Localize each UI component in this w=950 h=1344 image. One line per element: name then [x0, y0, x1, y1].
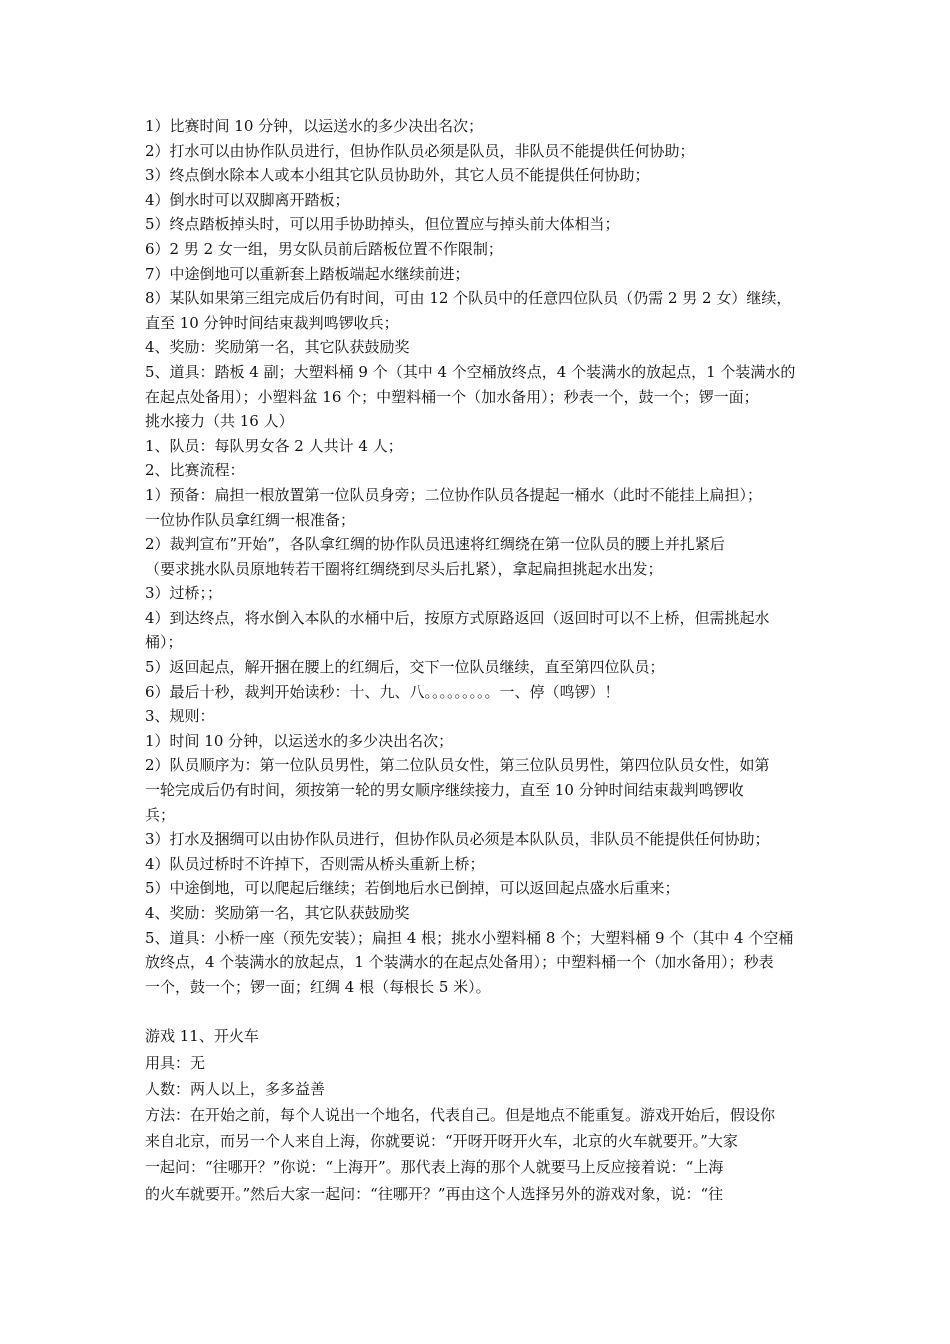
- text-line: 在起点处备用）；小塑料盆 16 个；中塑料桶一个（加水备用）；秒表一个，鼓一个；锣一面；: [145, 387, 759, 406]
- text-line: 5、道具：踏板 4 副；大塑料桶 9 个（其中 4 个空桶放终点，4 个装满水的放起点，1 个装满水的: [145, 362, 796, 381]
- text-line: 2）队员顺序为：第一位队员男性，第二位队员女性，第三位队员男性，第四位队员女性，如第: [145, 756, 770, 775]
- text-line: 3、规则：: [145, 707, 215, 726]
- text-line: 1）时间 10 分钟，以运送水的多少决出名次；: [145, 731, 454, 750]
- text-line: 5、道具：小桥一座（预先安装）；扁担 4 根；挑水小塑料桶 8 个；大塑料桶 9 个（其中 4 个空桶: [145, 928, 794, 947]
- text-line: 2）打水可以由协作队员进行，但协作队员必须是队员，非队员不能提供任何协助；: [145, 141, 695, 160]
- text-line: 7）中途倒地可以重新套上踏板端起水继续前进；: [145, 264, 470, 283]
- text-line: 放终点，4 个装满水的放起点，1 个装满水的在起点处备用）；中塑料桶一个（加水备用）；秒表: [145, 953, 774, 972]
- text-line: 4、奖励：奖励第一名，其它队获鼓励奖: [145, 338, 410, 357]
- text-line: 方法：在开始之前，每个人说出一个地名，代表自己。但是地点不能重复。游戏开始后，假设你: [145, 1105, 776, 1124]
- text-line: 6）2 男 2 女一组，男女队员前后踏板位置不作限制；: [145, 239, 503, 258]
- text-line: 一个，鼓一个；锣一面；红绸 4 根（每根长 5 米）。: [145, 977, 491, 996]
- text-line: 4、奖励：奖励第一名，其它队获鼓励奖: [145, 904, 410, 922]
- text-line: 一位协作队员拿红绸一根准备；: [145, 510, 356, 529]
- game-section: [145, 1023, 815, 1206]
- text-line: 4）队员过桥时不许掉下，否则需从桥头重新上桥；: [145, 854, 485, 873]
- game-title: 游戏 11、开火车: [145, 1027, 259, 1046]
- text-line: 兵；: [145, 805, 176, 824]
- text-line: 3）终点倒水除本人或本小组其它队员协助外，其它人员不能提供任何协助；: [145, 166, 650, 185]
- text-line: 来自北京，而另一个人来自上海，你就要说：“开呀开呀开火车，北京的火车就要开。”大家: [145, 1132, 738, 1151]
- text-line: 8）某队如果第三组完成后仍有时间，可由 12 个队员中的任意四位队员（仍需 2 男 2 女）继续，: [145, 289, 792, 308]
- text-line: 5）中途倒地，可以爬起后继续；若倒地后水已倒掉，可以返回起点盛水后重来；: [145, 879, 680, 898]
- text-line: 3）过桥；；: [145, 584, 223, 603]
- text-line: 6）最后十秒，裁判开始读秒：十、九、八。。。。。。。。。一、停（鸣锣）！: [145, 682, 620, 701]
- text-line: 桶）；: [145, 633, 183, 652]
- text-line: 4）倒水时可以双脚离开踏板；: [145, 190, 350, 209]
- text-line: 5）返回起点，解开捆在腰上的红绸后，交下一位队员继续，直至第四位队员；: [145, 658, 665, 677]
- text-line: 用具：无: [145, 1053, 206, 1072]
- text-line: 1）比赛时间 10 分钟，以运送水的多少决出名次；: [145, 117, 484, 135]
- text-line: 一起问：“往哪开？”你说：“上海开”。那代表上海的那个人就要马上反应接着说：“上海: [145, 1158, 724, 1177]
- text-line: 2、比赛流程：: [145, 461, 245, 480]
- document-body: [145, 114, 815, 1207]
- text-line: 2）裁判宣布”开始”，各队拿红绸的协作队员迅速将红绸绕在第一位队员的腰上并扎紧后: [145, 535, 725, 554]
- text-line: （要求挑水队员原地转若干圈将红绸绕到尽头后扎紧），拿起扁担挑起水出发；: [145, 559, 663, 578]
- text-line: 1、队员：每队男女各 2 人共计 4 人；: [145, 436, 403, 455]
- text-line: 3）打水及捆绸可以由协作队员进行，但协作队员必须是本队队员，非队员不能提供任何协助；: [145, 830, 770, 849]
- text-line: 的火车就要开。”然后大家一起问：“往哪开？”再由这个人选择另外的游戏对象，说：“往: [145, 1184, 724, 1203]
- text-line: 4）到达终点，将水倒入本队的水桶中后，按原方式原路返回（返回时可以不上桥，但需挑起水: [145, 608, 770, 627]
- text-line: 1）预备：扁担一根放置第一位队员身旁；二位协作队员各提起一桶水（此时不能挂上扁担）；: [145, 485, 763, 504]
- section-heading: 挑水接力（共 16 人）: [145, 412, 294, 431]
- text-line: 直至 10 分钟时间结束裁判鸣锣收兵；: [145, 313, 399, 332]
- text-line: 5）终点踏板掉头时，可以用手协助掉头，但位置应与掉头前大体相当；: [145, 215, 620, 234]
- text-line: 一轮完成后仍有时间，须按第一轮的男女顺序继续接力，直至 10 分钟时间结束裁判鸣锣收: [145, 781, 744, 800]
- text-line: 人数：两人以上，多多益善: [145, 1079, 326, 1098]
- paragraph-gap: [145, 999, 815, 1023]
